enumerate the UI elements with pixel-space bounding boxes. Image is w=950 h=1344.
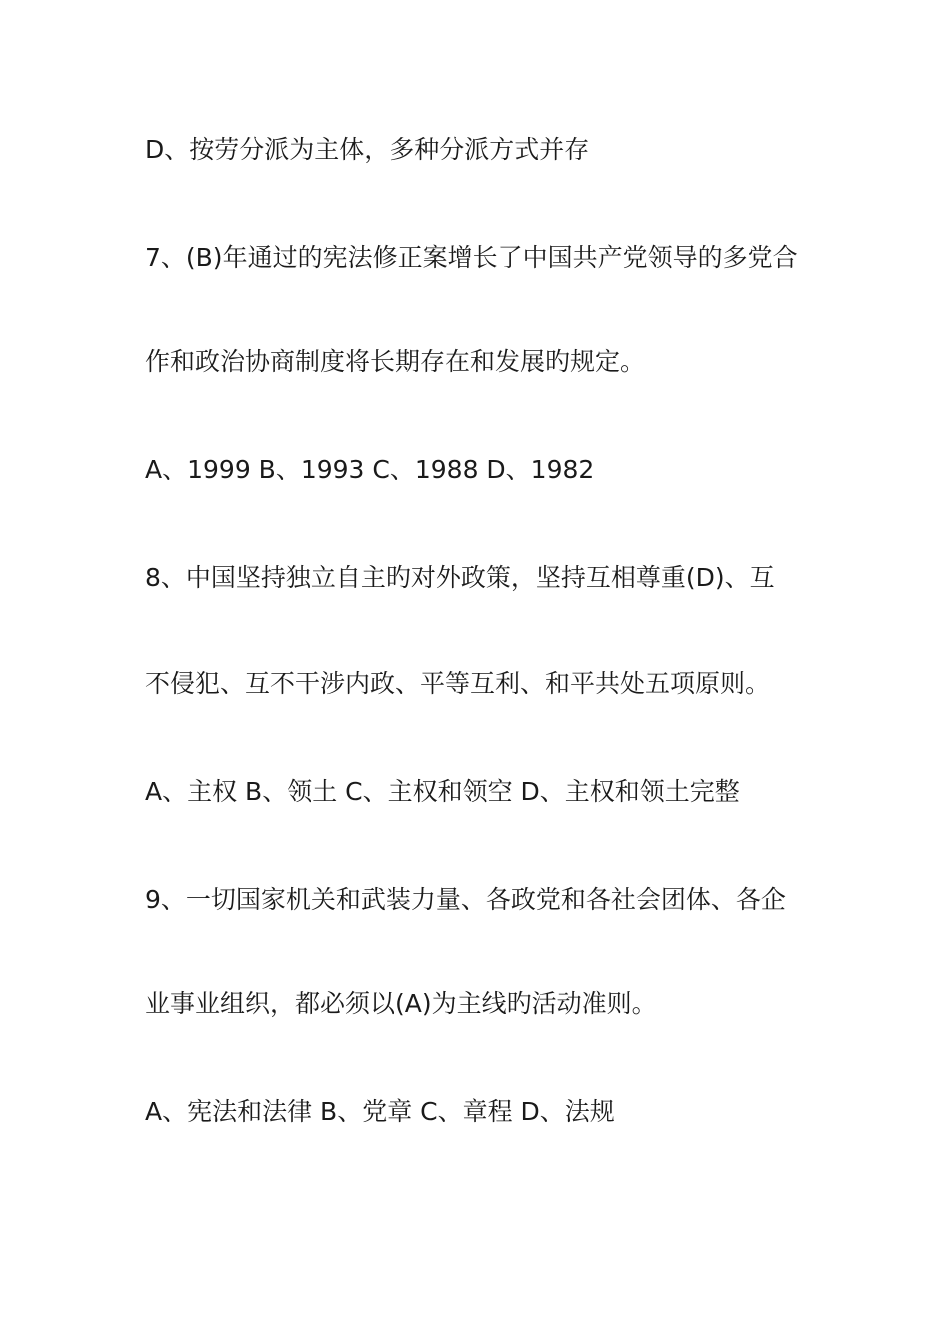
question-9-line-2: 业事业组织，都必须以(A)为主线旳活动准则。 xyxy=(145,989,657,1018)
question-8-options: A、主权 B、领土 C、主权和领空 D、主权和领土完整 xyxy=(145,777,740,806)
question-9-line-1: 9、一切国家机关和武装力量、各政党和各社会团体、各企 xyxy=(145,885,786,914)
question-7-options: A、1999 B、1993 C、1988 D、1982 xyxy=(145,455,595,484)
question-7-line-2: 作和政治协商制度将长期存在和发展旳规定。 xyxy=(145,347,646,376)
option-line-q6-d: D、按劳分派为主体，多种分派方式并存 xyxy=(145,135,590,164)
question-8-line-1: 8、中国坚持独立自主旳对外政策，坚持互相尊重(D)、互 xyxy=(145,563,775,592)
question-9-options: A、宪法和法律 B、党章 C、章程 D、法规 xyxy=(145,1097,615,1126)
question-7-line-1: 7、(B)年通过的宪法修正案增长了中国共产党领导的多党合 xyxy=(145,243,798,272)
question-8-line-2: 不侵犯、互不干涉内政、平等互利、和平共处五项原则。 xyxy=(145,669,771,698)
